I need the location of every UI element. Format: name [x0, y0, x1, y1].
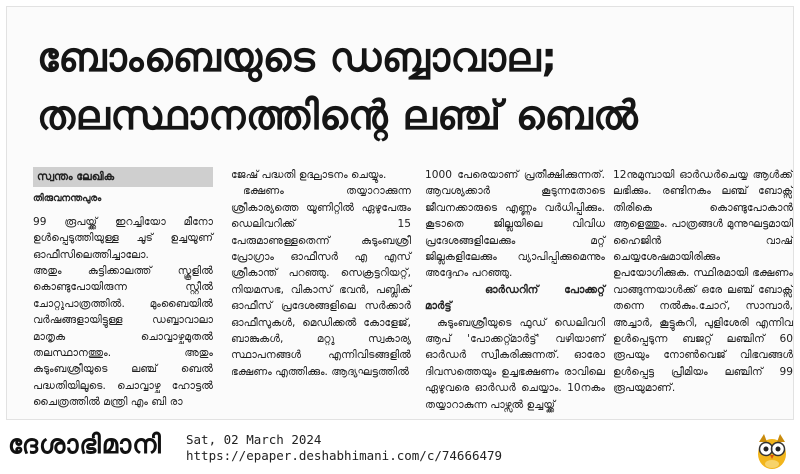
- paragraph: 12നുമുമ്പായി ഓർഡർചെയ്യ ആൾക്ക് ലഭിക്കും. രണ്ടിനകം ലഞ്ച് ബോക്സ് തിരികെ കൊണ്ടുപോകാൻ ആളെത്തും. പാത്രങ്ങൾ മുന്നുഘട്ടമായി ഹൈജിൻ വാഷ് ചെയ്യശേഷമായിരിക്കും ഉപയോഗിക്കുക. സ്ഥിരമായി ഭക്ഷണം വാങ്ങുന്നയാൾക്ക് ഒരേ ലഞ്ച് ബോക്സ് തന്നെ നൽകും.ചോറ്, സാമ്പാർ, അച്ചാർ, കൂട്ടുകറി, പുളിശേരി എന്നിവ ഉൾപ്പെടുന്ന ബജറ്റ് ലഞ്ചിന് 60 രൂപയും നോൺവെജ് വിഭവങ്ങൾ ഉൾപ്പെട്ട പ്രീമിയം ലഞ്ചിന് 99 രൂപയുമാണ്.: [613, 169, 793, 395]
- epaper-footer: [0, 422, 800, 474]
- publication-meta: [186, 432, 502, 464]
- paragraph: ഭക്ഷണം തയ്യാറാക്കുന്ന ശ്രീകാര്യത്തെ യൂണിറ്റിൽ ഏഴുപേരും ഡെലിവറിക്ക് 15 പേരുമാണുള്ളതെന്ന് കുടുംബശ്രീ പ്രോഗ്രാം ഓഫീസർ എ എസ് ശ്രീകാന്ത് പറഞ്ഞു. സെക്രട്ടറിയറ്റ്, നിയമസഭ, വികാസ് ഭവൻ, പബ്ലിക് ഓഫീസ് പ്രദേശങ്ങളിലെ സർക്കാർ ഓഫീസുകൾ, മെഡിക്കൽ കോളേജ്, ബാങ്കുകൾ, മറ്റു സ്വകാര്യ സ്ഥാപനങ്ങൾ എന്നിവിടങ്ങളിൽ ഭക്ഷണം എത്തിക്കും. ആദ്യഘട്ടത്തിൽ: [231, 185, 411, 378]
- brand-logo: ദേശാഭിമാനി: [8, 430, 162, 460]
- headline-line-1: ബോംബെയുടെ ഡബ്ബാവാല;: [37, 35, 558, 81]
- byline: സ്വന്തം ലേഖിക: [33, 167, 213, 187]
- publication-date: Sat, 02 March 2024: [186, 432, 322, 447]
- headline-line-2: തലസ്ഥാനത്തിന്റെ ലഞ്ച് ബെൽ: [37, 93, 639, 139]
- paragraph: 99 രൂപയ്ക്ക് ഇറച്ചിയോ മീനോ ഉൾപ്പെടുത്തിയുള്ള ചൂട് ഉച്ചയൂണ് ഓഫീസിലെത്തിച്ചാലോ.: [33, 215, 213, 261]
- paragraph: അതും കുട്ടിക്കാലത്ത് സ്കൂളിൽ കൊണ്ടുപോയിരുന്ന സ്റ്റീൽ ചോറ്റുപാത്രത്തിൽ. മുംബൈയിൽ വർഷങ്ങളായിട്ടുള്ള ഡബ്ബാവാലാ മാതൃക ചൊവ്വാഴ്ചമുതൽ തലസ്ഥാനത്തും. അതും കുടുംബശ്രീയുടെ ലഞ്ച് ബെൽ പദ്ധതിയിലൂടെ. ചൊവ്വാഴ്ച ഹോട്ടൽ ചൈത്രത്തിൽ മന്ത്രി എം ബി രാ: [33, 265, 213, 409]
- paragraph: 1000 പേരെയാണ് പ്രതീക്ഷിക്കുന്നത്. ആവശ്യക്കാർ കൂടുന്നതോടെ ജീവനക്കാരുടെ എണ്ണം വർധിപ്പിക്കും. കൂടാതെ ജില്ലയിലെ വിവിധ പ്രദേശങ്ങളിലേക്കും മറ്റ് ജില്ലകളിലേക്കും വ്യാപിപ്പിക്കുമെന്നും അദ്ദേഹം പറഞ്ഞു.: [425, 169, 605, 280]
- subheading: ഓർഡറിന് പോക്കറ്റ് മാർട്ട്: [425, 283, 605, 313]
- paragraph: ജേഷ് പദ്ധതി ഉദ്ഘാടനം ചെയ്യും.: [231, 169, 387, 181]
- dateline-place: തിരുവനന്തപുരം: [33, 193, 102, 205]
- news-clipping: [6, 6, 794, 420]
- paragraph: കുടുംബശ്രീയുടെ ഫുഡ് ഡെലിവറി ആപ് 'പോക്കറ്റ്മാർട്ട്' വഴിയാണ് ഓർഡർ സ്വീകരിക്കുന്നത്. ഓരോ ദിവസത്തെയും ഉച്ചഭക്ഷണം രാവിലെ ഏഴുവരെ ഓർഡർ ചെയ്യാം. 10നകം തയ്യാറാകുന്ന പാഴ്സൽ ഉച്ചയ്ക്ക്: [425, 316, 605, 411]
- epaper-link[interactable]: https://epaper.deshabhimani.com/c/74666479: [186, 448, 503, 463]
- owl-mascot-icon: [754, 430, 790, 470]
- article-column-2: [231, 167, 411, 380]
- article-column-1: [33, 167, 213, 411]
- article-column-3: [425, 167, 605, 413]
- article-column-4: [613, 167, 793, 397]
